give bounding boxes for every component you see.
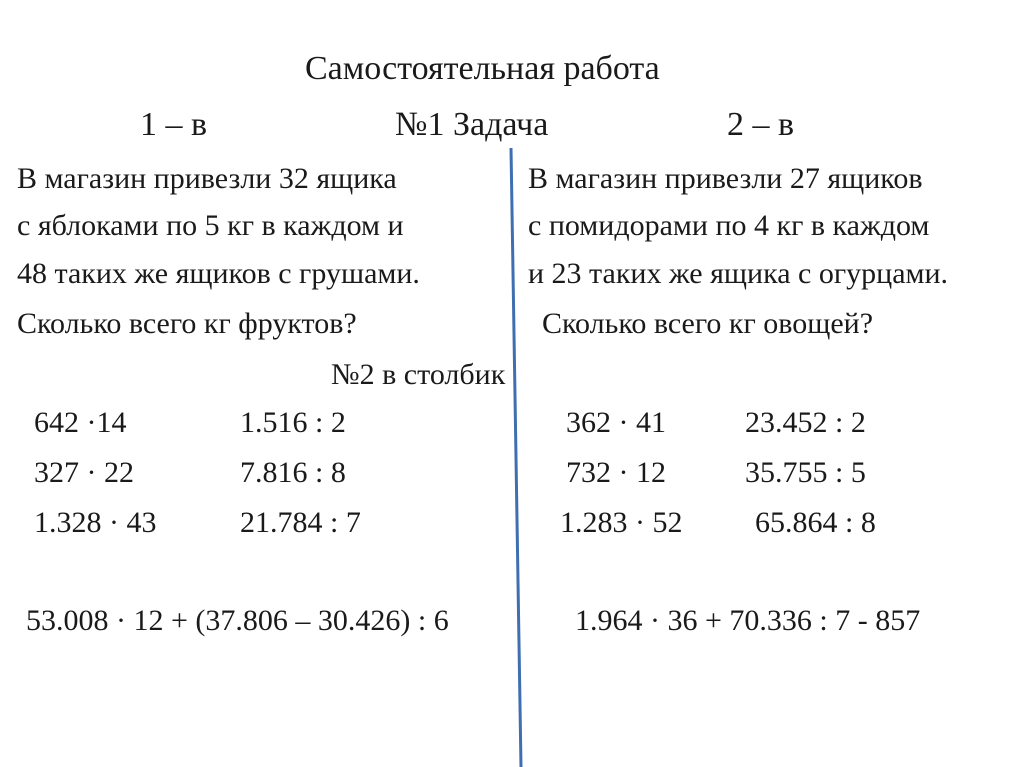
task1-left-line: В магазин привезли 32 ящика — [17, 162, 397, 195]
exercise-item: 23.452 : 2 — [745, 406, 866, 439]
page-title: Самостоятельная работа — [305, 50, 660, 87]
exercise-item: 732 · 12 — [566, 456, 666, 489]
task1-right-line: Сколько всего кг овощей? — [542, 307, 874, 340]
task1-left-line: с яблоками по 5 кг в каждом и — [17, 209, 404, 242]
divider-line — [511, 148, 521, 767]
exercise-item: 65.864 : 8 — [755, 506, 876, 539]
exercise-item: 35.755 : 5 — [745, 456, 866, 489]
variant-1-label: 1 – в — [140, 106, 208, 143]
exercise-item: 1.328 · 43 — [34, 506, 157, 539]
task1-left-line: Сколько всего кг фруктов? — [17, 307, 357, 340]
exercise-item: 327 · 22 — [34, 456, 134, 489]
expression-left: 53.008 · 12 + (37.806 – 30.426) : 6 — [26, 604, 449, 637]
task1-left-line: 48 таких же ящиков с грушами. — [17, 257, 420, 290]
exercise-item: 362 · 41 — [566, 406, 666, 439]
exercise-item: 1.516 : 2 — [240, 406, 346, 439]
expression-right: 1.964 · 36 + 70.336 : 7 - 857 — [575, 604, 921, 637]
task-1-heading: №1 Задача — [395, 106, 549, 143]
task1-right-line: и 23 таких же ящика с огурцами. — [528, 257, 949, 290]
exercise-item: 1.283 · 52 — [560, 506, 683, 539]
exercise-item: 642 ·14 — [34, 406, 127, 439]
exercise-item: 21.784 : 7 — [240, 506, 361, 539]
exercise-item: 7.816 : 8 — [240, 456, 346, 489]
task1-right-line: В магазин привезли 27 ящиков — [528, 162, 923, 195]
variant-2-label: 2 – в — [727, 106, 795, 143]
task-2-heading: №2 в столбик — [331, 358, 506, 391]
task1-right-line: с помидорами по 4 кг в каждом — [528, 209, 930, 242]
